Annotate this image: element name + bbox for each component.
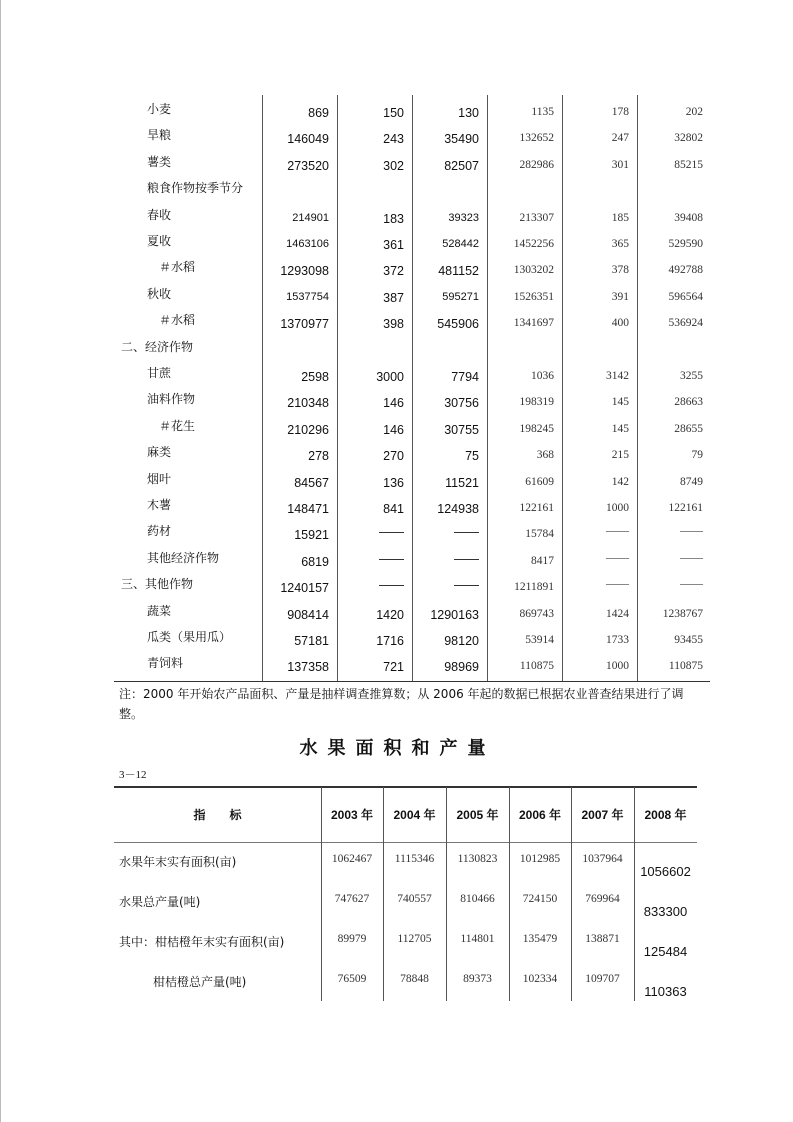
cell-value: 1341697 bbox=[513, 317, 554, 330]
cell-value: 15921 bbox=[294, 528, 329, 543]
cell-value: 82507 bbox=[444, 158, 479, 173]
cell-value: 109707 bbox=[585, 973, 620, 985]
cell-value: 1037964 bbox=[582, 853, 623, 865]
cell-value: 400 bbox=[611, 317, 629, 330]
cell-value: 39408 bbox=[674, 211, 703, 224]
cell-value: 810466 bbox=[460, 893, 495, 905]
cell-value: 8749 bbox=[680, 475, 703, 488]
cell-value: 481152 bbox=[438, 264, 479, 279]
cell-value: 1240157 bbox=[280, 581, 329, 596]
header-year: 2004 年 bbox=[393, 808, 436, 822]
row-label: 烟叶 bbox=[147, 471, 172, 486]
header-year: 2008 年 bbox=[644, 808, 687, 822]
cell-value: 30756 bbox=[444, 396, 479, 411]
cell-value: 747627 bbox=[334, 893, 370, 905]
cell-value: 146 bbox=[383, 422, 404, 437]
column-divider bbox=[412, 95, 413, 681]
cell-value: 125484 bbox=[643, 944, 688, 959]
cell-value: 1135 bbox=[531, 106, 554, 118]
cell-value: 84567 bbox=[294, 475, 329, 490]
row-label: 秋收 bbox=[147, 286, 172, 301]
cell-value: 213307 bbox=[519, 211, 554, 224]
cell-value: 1424 bbox=[606, 607, 629, 620]
cell-value: 1733 bbox=[606, 634, 629, 646]
cell-value: 721 bbox=[383, 660, 404, 675]
cell-value: 8417 bbox=[531, 554, 554, 567]
cell-value: 595271 bbox=[442, 290, 479, 303]
row-label: 夏收 bbox=[147, 234, 172, 248]
table-note: 注：2000 年开始农产品面积、产量是抽样调查推算数；从 2006 年起的数据已根据农业普查结果进行了调 bbox=[119, 687, 684, 701]
cell-value: 210296 bbox=[287, 422, 329, 437]
cell-value: 869 bbox=[308, 106, 329, 120]
cell-value: —— bbox=[606, 525, 629, 538]
cell-value: 114801 bbox=[460, 933, 495, 945]
row-label: 粮食作物按季节分 bbox=[147, 181, 244, 196]
row-label: 麻类 bbox=[147, 445, 172, 460]
cell-value: 6819 bbox=[301, 554, 329, 569]
cell-value: 215 bbox=[611, 449, 629, 462]
header-year: 2007 年 bbox=[581, 808, 624, 822]
row-label: 其中：柑桔橙年末实有面积(亩) bbox=[119, 935, 285, 949]
cell-value: —— bbox=[454, 525, 479, 540]
cell-value: 150 bbox=[383, 106, 404, 120]
table-top-rule bbox=[114, 786, 697, 788]
cell-value: 1130823 bbox=[457, 853, 498, 865]
cell-value: 387 bbox=[383, 290, 404, 305]
cell-value: 1716 bbox=[376, 634, 404, 648]
cell-value: 76509 bbox=[337, 973, 367, 985]
cell-value: —— bbox=[379, 551, 404, 566]
cell-value: 2598 bbox=[301, 370, 329, 384]
header-indicator: 指 标 bbox=[193, 808, 242, 822]
cell-value: 110875 bbox=[519, 660, 554, 673]
cell-value: 11521 bbox=[445, 475, 479, 490]
row-label: ＃花生 bbox=[159, 418, 196, 433]
cell-value: 302 bbox=[383, 158, 404, 173]
cell-value: 278 bbox=[308, 449, 329, 464]
cell-value: 202 bbox=[685, 106, 703, 118]
cell-value: 528442 bbox=[442, 238, 479, 250]
cell-value: 1062467 bbox=[331, 853, 373, 865]
cell-value: —— bbox=[680, 525, 703, 538]
cell-value: 529590 bbox=[668, 238, 703, 250]
cell-value: 32802 bbox=[674, 132, 703, 145]
table-number: 3－12 bbox=[119, 769, 147, 781]
cell-value: 130 bbox=[458, 106, 479, 120]
cell-value: 198245 bbox=[519, 422, 554, 435]
row-label: 二、经济作物 bbox=[121, 339, 194, 354]
row-label: ＃水稻 bbox=[159, 260, 196, 275]
column-divider bbox=[337, 95, 338, 681]
cell-value: 365 bbox=[611, 238, 629, 250]
cell-value: 378 bbox=[611, 264, 629, 277]
cell-value: 243 bbox=[383, 132, 404, 147]
cell-value: 79 bbox=[691, 449, 703, 462]
cell-value: 596564 bbox=[668, 290, 703, 303]
cell-value: 3142 bbox=[606, 370, 629, 382]
cell-value: 1537754 bbox=[286, 290, 329, 303]
cell-value: 908414 bbox=[287, 607, 329, 622]
cell-value: 136 bbox=[383, 475, 404, 490]
cell-value: 740557 bbox=[397, 893, 432, 905]
cell-value: 1452256 bbox=[513, 238, 554, 250]
cell-value: 210348 bbox=[287, 396, 329, 411]
row-label: 水果年末实有面积(亩) bbox=[119, 855, 237, 869]
cell-value: 3255 bbox=[680, 370, 703, 382]
header-rule bbox=[114, 842, 697, 843]
cell-value: 1000 bbox=[606, 660, 629, 673]
cell-value: 769964 bbox=[585, 893, 620, 905]
cell-value: 198319 bbox=[519, 396, 554, 409]
cell-value: 301 bbox=[611, 158, 629, 171]
cell-value: 112705 bbox=[397, 933, 432, 945]
cell-value: 30755 bbox=[444, 422, 479, 437]
cell-value: 28655 bbox=[674, 422, 703, 435]
header-year: 2005 年 bbox=[456, 808, 499, 822]
cell-value: 536924 bbox=[668, 317, 703, 330]
row-label: 青饲料 bbox=[147, 656, 184, 671]
cell-value: 122161 bbox=[668, 502, 703, 514]
cell-value: 841 bbox=[383, 502, 404, 516]
cell-value: —— bbox=[379, 578, 404, 593]
row-label: ＃水稻 bbox=[159, 313, 196, 328]
cell-value: 869743 bbox=[519, 607, 554, 620]
column-divider bbox=[562, 95, 563, 681]
column-divider bbox=[637, 95, 638, 681]
cell-value: 368 bbox=[536, 449, 554, 462]
cell-value: 391 bbox=[611, 290, 629, 303]
cell-value: 35490 bbox=[444, 132, 479, 147]
cell-value: 148471 bbox=[287, 502, 329, 516]
cell-value: 78848 bbox=[400, 973, 429, 985]
cell-value: 1056602 bbox=[640, 864, 691, 879]
cell-value: —— bbox=[606, 578, 629, 591]
cell-value: 98120 bbox=[444, 634, 479, 648]
cell-value: 1115346 bbox=[394, 853, 435, 865]
cell-value: 75 bbox=[465, 449, 479, 464]
cell-value: 7794 bbox=[451, 370, 479, 384]
cell-value: 28663 bbox=[674, 396, 703, 409]
cell-value: 282986 bbox=[519, 158, 554, 171]
row-label: 柑桔橙总产量(吨) bbox=[153, 975, 247, 989]
cell-value: 247 bbox=[611, 132, 629, 145]
row-label: 三、其他作物 bbox=[121, 577, 194, 592]
cell-value: 1290163 bbox=[430, 607, 479, 622]
cell-value: 85215 bbox=[674, 158, 703, 171]
cell-value: 146049 bbox=[287, 132, 329, 147]
row-label: 木薯 bbox=[147, 498, 172, 512]
page-title: 水果面积和产量 bbox=[299, 738, 496, 759]
cell-value: —— bbox=[680, 578, 703, 591]
cell-value: 122161 bbox=[519, 502, 554, 514]
cell-value: 142 bbox=[611, 475, 629, 488]
cell-value: 57181 bbox=[294, 634, 329, 648]
row-label: 水果总产量(吨) bbox=[119, 895, 201, 909]
cell-value: 15784 bbox=[525, 528, 554, 541]
table-note-continued: 整。 bbox=[119, 707, 144, 721]
cell-value: 398 bbox=[383, 317, 404, 332]
cell-value: 1303202 bbox=[513, 264, 554, 277]
cell-value: 3000 bbox=[376, 370, 404, 384]
row-label: 蔬菜 bbox=[147, 603, 172, 618]
header-year: 2006 年 bbox=[518, 808, 562, 822]
cell-value: 98969 bbox=[444, 660, 479, 675]
cell-value: 1036 bbox=[531, 370, 554, 382]
row-label: 其他经济作物 bbox=[147, 550, 220, 565]
row-label: 瓜类（果用瓜） bbox=[147, 630, 232, 644]
cell-value: —— bbox=[680, 551, 703, 564]
cell-value: 270 bbox=[383, 449, 404, 464]
cell-value: 138871 bbox=[585, 933, 620, 945]
cell-value: 110363 bbox=[644, 984, 687, 999]
cell-value: 273520 bbox=[287, 158, 329, 173]
cell-value: 361 bbox=[383, 238, 404, 252]
cell-value: 145 bbox=[611, 422, 629, 435]
row-label: 薯类 bbox=[147, 154, 172, 169]
cell-value: 1463106 bbox=[286, 238, 329, 250]
cell-value: 146 bbox=[383, 396, 404, 411]
row-label: 药材 bbox=[147, 524, 172, 539]
cell-value: 833300 bbox=[643, 904, 688, 919]
cell-value: 124938 bbox=[437, 502, 479, 516]
cell-value: 53914 bbox=[525, 634, 554, 646]
cell-value: 135479 bbox=[522, 933, 558, 945]
cell-value: 1420 bbox=[376, 607, 404, 622]
row-label: 春收 bbox=[147, 207, 172, 222]
cell-value: 1211891 bbox=[514, 581, 554, 594]
row-label: 旱粮 bbox=[147, 128, 172, 143]
cell-value: —— bbox=[454, 551, 479, 566]
cell-value: 137358 bbox=[287, 660, 329, 675]
cell-value: 1000 bbox=[606, 502, 629, 514]
cell-value: 1370977 bbox=[280, 317, 329, 332]
cell-value: —— bbox=[454, 578, 479, 593]
cell-value: 102334 bbox=[522, 973, 558, 985]
cell-value: 185 bbox=[611, 211, 629, 224]
cell-value: 372 bbox=[383, 264, 404, 279]
row-label: 甘蔗 bbox=[147, 366, 172, 380]
cell-value: 1012985 bbox=[519, 853, 561, 865]
cell-value: 132652 bbox=[519, 132, 554, 145]
cell-value: 89979 bbox=[337, 933, 367, 945]
cell-value: —— bbox=[379, 525, 404, 540]
cell-value: 724150 bbox=[522, 893, 558, 905]
cell-value: 89373 bbox=[463, 973, 492, 985]
cell-value: 1238767 bbox=[662, 607, 703, 620]
cell-value: 183 bbox=[383, 211, 404, 226]
table-bottom-rule bbox=[114, 681, 710, 682]
cell-value: 492788 bbox=[668, 264, 703, 277]
cell-value: 1526351 bbox=[513, 290, 554, 303]
row-label: 小麦 bbox=[147, 102, 172, 116]
cell-value: 93455 bbox=[674, 634, 703, 646]
cell-value: 545906 bbox=[437, 317, 479, 332]
cell-value: 61609 bbox=[525, 475, 554, 488]
row-label: 油料作物 bbox=[147, 392, 196, 407]
header-year: 2003 年 bbox=[330, 808, 374, 822]
cell-value: —— bbox=[606, 551, 629, 564]
cell-value: 214901 bbox=[292, 211, 329, 224]
cell-value: 145 bbox=[611, 396, 629, 409]
cell-value: 110875 bbox=[668, 660, 703, 673]
cell-value: 39323 bbox=[448, 211, 479, 224]
cell-value: 178 bbox=[611, 106, 629, 118]
cell-value: 1293098 bbox=[280, 264, 329, 279]
